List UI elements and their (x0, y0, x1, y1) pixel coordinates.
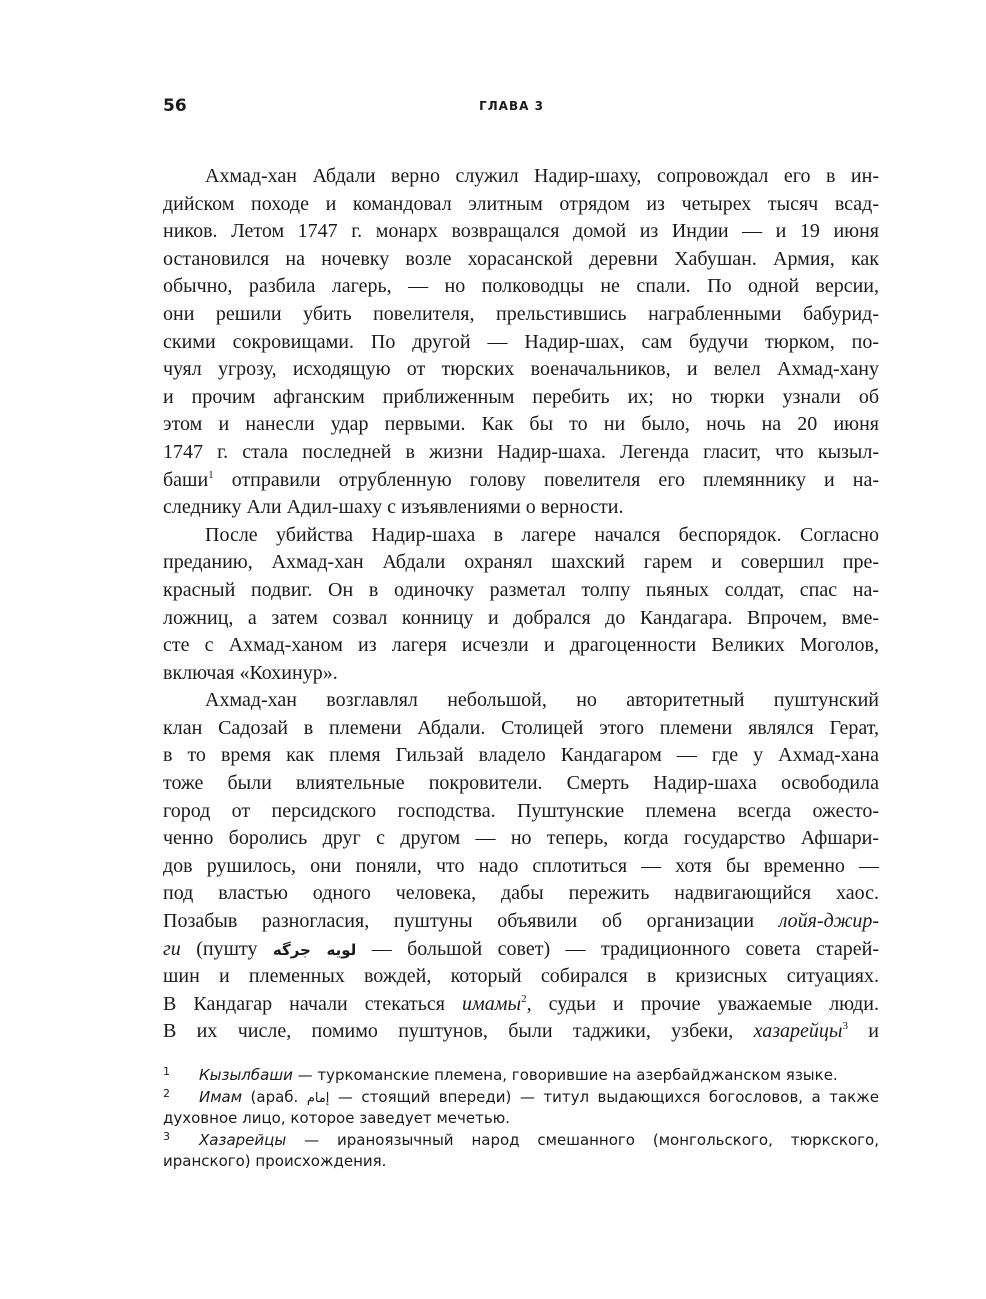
text-line: ников. Летом 1747 г. монарх возвращался домой из Индии — и 19 июня (163, 220, 879, 243)
arabic-term: لویه جرگه (272, 940, 357, 959)
text-line: Ахмад-хан Абдали верно служил Надир-шаху, сопровождал его в ин- (205, 165, 879, 187)
page-header (163, 96, 860, 120)
text-line: они решили убить повелителя, прельстившись награбленными бабурид- (163, 302, 879, 325)
text-line: чуял угрозу, исходящую от тюрских военачальников, и велел Ахмад-хану (163, 358, 879, 381)
italic-term: ги (163, 937, 181, 960)
italic-term: хазарейцы (753, 1020, 843, 1043)
text-span: , судьи и прочие уважаемые люди. (526, 992, 879, 1015)
footnote-ref: 1 (208, 468, 214, 481)
italic-term: имамы (462, 992, 522, 1015)
text-line (163, 936, 879, 964)
text-line (163, 991, 879, 1019)
text-line: включая «Кохинур». (163, 661, 338, 684)
text-line: После убийства Надир-шаха в лагере начался беспорядок. Согласно (205, 523, 879, 546)
text-span: — ираноязычный народ смешанного (монгольского, тюркского, (286, 1130, 879, 1149)
text-span: отправили отрубленную голову повелителя его племяннику и на- (213, 468, 879, 491)
text-span: баши (163, 468, 209, 491)
footnote-ref: 2 (521, 992, 527, 1005)
text-span: — туркоманские племена, говорившие на азербайджанском языке. (292, 1066, 838, 1084)
text-line: шин и племенных вождей, который собирался в кризисных ситуациях. (163, 965, 879, 988)
footnote-2: 2 Имам (араб. إمام — стоящий впереди) — титул выдающихся богословов, а также (163, 1086, 879, 1106)
chapter-title: ГЛАВА 3 (479, 99, 544, 113)
arabic-term: إمام (306, 1090, 330, 1106)
text-line: красный подвиг. Он в одиночку разметал толпу пьяных солдат, спас на- (163, 578, 879, 601)
footnotes (163, 1065, 879, 1173)
text-line: обычно, разбила лагерь, — но полководцы не спали. По одной версии, (163, 275, 879, 298)
text-line: клан Садозай в племени Абдали. Столицей этого племени являлся Герат, (163, 716, 879, 739)
text-line: этом и нанесли удар первыми. Как бы то ни было, ночь на 20 июня (163, 413, 879, 436)
text-line: скими сокровищами. По другой — Надир-шах, сам будучи тюрком, по- (163, 330, 879, 353)
text-line (163, 908, 879, 936)
text-line: тоже были влиятельные покровители. Смерть Надир-шаха освободила (163, 772, 879, 795)
text-span: В Кандагар начали стекаться (163, 992, 463, 1015)
text-span: (пушту (180, 937, 273, 960)
footnote-ref: 3 (842, 1020, 848, 1033)
text-line: под властью одного человека, дабы пережить надвигающийся хаос. (163, 882, 879, 905)
text-line: в то время как племя Гильзай владело Кандагаром — где у Ахмад-хана (163, 744, 879, 767)
text-line: дов рушилось, они поняли, что надо сплотиться — хотя бы временно — (163, 854, 879, 877)
footnote-2-cont: духовное лицо, которое заведует мечетью. (163, 1109, 511, 1127)
text-line: сте с Ахмад-ханом из лагеря исчезли и драгоценности Великих Моголов, (163, 634, 879, 657)
text-line: 1747 г. стала последней в жизни Надир-шаха. Легенда гласит, что кызыл- (163, 440, 879, 463)
text-line: преданию, Ахмад-хан Абдали охранял шахский гарем и совершил пре- (163, 551, 879, 574)
text-span: — большой совет) — традиционного совета старей- (356, 937, 879, 960)
footnote-1: 1 Кызылбаши — туркоманские племена, говорившие на азербайджанском языке. (163, 1065, 838, 1084)
footnote-3: 3 Хазарейцы — ираноязычный народ смешанного (монгольского, тюркского, (163, 1129, 879, 1149)
text-line (163, 467, 879, 495)
italic-term: Имам (199, 1087, 243, 1106)
page-number: 56 (163, 96, 187, 116)
text-line: город от персидского господства. Пуштунские племена всегда ожесто- (163, 799, 879, 822)
text-span: Позабыв разногласия, пуштуны объявили об организации (163, 910, 779, 933)
footnote-3-cont: иранского) происхождения. (163, 1152, 387, 1170)
text-span: — стоящий впереди) — титул выдающихся богословов, а также (329, 1087, 879, 1106)
italic-term: Хазарейцы (199, 1130, 287, 1149)
text-span: и (847, 1020, 879, 1043)
italic-term: Кызылбаши (199, 1066, 293, 1084)
text-line: следнику Али Адил-шаху с изъявлениями о верности. (163, 496, 624, 519)
text-span: В их числе, помимо пуштунов, были таджики, узбеки, (163, 1020, 754, 1043)
text-span: (араб. (242, 1087, 307, 1106)
text-line: остановился на ночевку возле хорасанской деревни Хабушан. Армия, как (163, 247, 879, 270)
text-line (163, 1018, 879, 1046)
text-line: ложниц, а затем созвал конницу и добрался до Кандагара. Впрочем, вме- (163, 606, 879, 629)
text-line: и прочим афганским приближенным перебить их; но тюрки узнали об (163, 385, 879, 408)
text-line: Ахмад-хан возглавлял небольшой, но авторитетный пуштунский (205, 689, 879, 712)
italic-term: лойя-джир- (778, 910, 879, 933)
text-line: ченно боролись друг с другом — но теперь, когда государство Афшари- (163, 827, 879, 850)
body-text (163, 163, 879, 1046)
text-line: дийском походе и командовал элитным отрядом из четырех тысяч всад- (163, 192, 879, 215)
